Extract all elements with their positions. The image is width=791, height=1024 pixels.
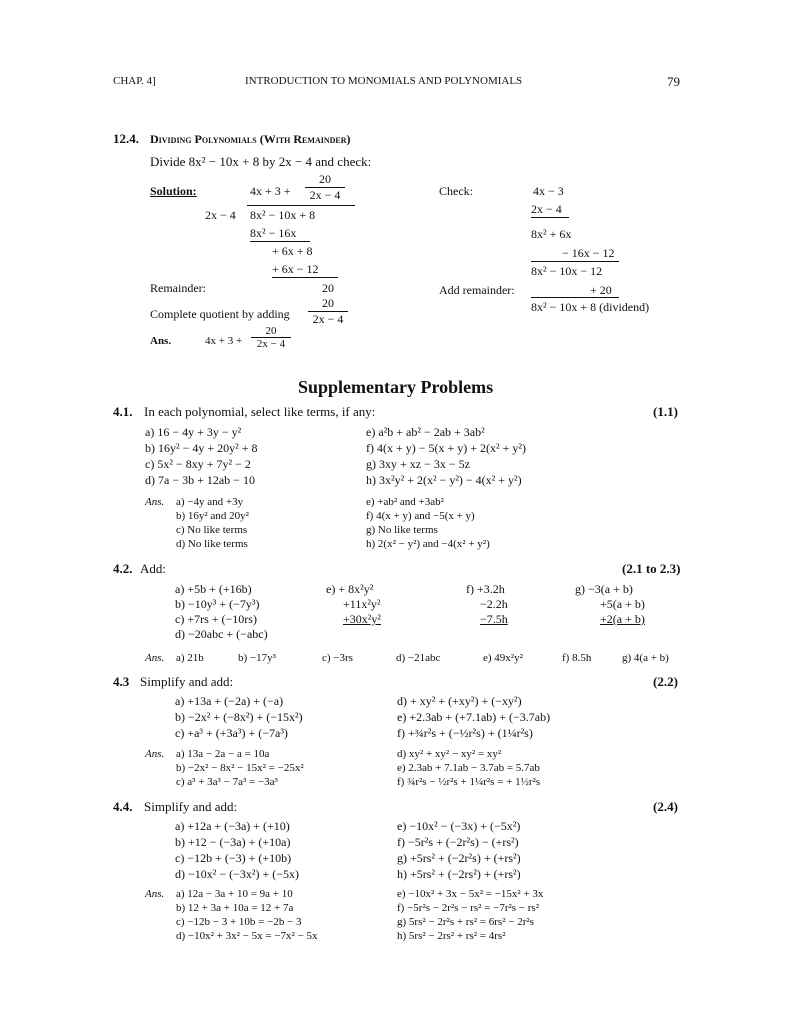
answer-item: e) +ab² and +3ab² <box>366 496 444 508</box>
check-rule <box>531 217 569 218</box>
answer-item: b) −17y³ <box>238 652 276 664</box>
complete-fraction <box>308 296 348 327</box>
answer-label: Ans. <box>145 496 165 508</box>
remainder-value: 20 <box>322 281 334 295</box>
check-rule <box>531 261 619 262</box>
problem-number: 4.2. <box>113 561 133 576</box>
list-item: +11x²y² <box>343 597 381 611</box>
list-item: d) −20abc + (−abc) <box>175 627 268 641</box>
list-item: e) −10x² − (−3x) + (−5x²) <box>397 819 521 833</box>
list-item: +5(a + b) <box>600 597 645 611</box>
list-item: f) +3.2h <box>466 582 505 596</box>
answer-item: a) 21b <box>176 652 204 664</box>
answer-item: b) 12 + 3a + 10a = 12 + 7a <box>176 902 294 914</box>
list-item: +2(a + b) <box>600 612 645 626</box>
problem-number: 4.1. <box>113 404 133 419</box>
fraction-numerator: 20 <box>251 325 291 338</box>
list-item: g) 3xy + xz − 3x − 5z <box>366 457 470 471</box>
answer-label: Ans. <box>145 748 165 760</box>
answer-item: b) 16y² and 20y² <box>176 510 249 522</box>
answer-item: g) 5rs² − 2r²s + rs² = 6rs² − 2r²s <box>397 916 534 928</box>
page-number: 79 <box>667 74 680 89</box>
answer-item: c) −3rs <box>322 652 353 664</box>
problem-text: Simplify and add: <box>144 799 238 814</box>
answer-text: 4x + 3 + <box>205 335 243 347</box>
check-line: − 16x − 12 <box>562 246 615 260</box>
problem-text: Simplify and add: <box>140 674 234 689</box>
answer-label: Ans. <box>145 652 165 664</box>
fraction-numerator: 20 <box>308 296 348 312</box>
answer-item: e) 49x²y² <box>483 652 523 664</box>
list-item: −7.5h <box>480 612 508 626</box>
problem-text: Add: <box>140 561 166 576</box>
divisor: 2x − 4 <box>205 208 236 222</box>
answer-item: g) 4(a + b) <box>622 652 669 664</box>
problem-reference: (2.1 to 2.3) <box>622 561 681 576</box>
list-item: a) +13a + (−2a) + (−a) <box>175 694 284 708</box>
list-item: e) +2.3ab + (+7.1ab) + (−3.7ab) <box>397 710 551 724</box>
fraction-denominator: 2x − 4 <box>309 188 341 202</box>
check-line: 8x² − 10x − 12 <box>531 264 603 278</box>
list-item: a) +5b + (+16b) <box>175 582 252 596</box>
list-item: c) +a³ + (+3a³) + (−7a³) <box>175 726 288 740</box>
problem-heading: Dividing Polynomials (With Remainder) <box>150 132 351 146</box>
add-remainder-label: Add remainder: <box>439 283 515 297</box>
answer-item: f) −5r²s − 2r²s − rs² = −7r²s − rs² <box>397 902 540 914</box>
check-line: 2x − 4 <box>531 202 562 216</box>
check-line: 4x − 3 <box>533 184 564 198</box>
list-item: f) 4(x + y) − 5(x + y) + 2(x² + y²) <box>366 441 527 455</box>
check-label: Check: <box>439 184 473 198</box>
list-item: e) + 8x²y² <box>326 582 374 596</box>
quotient: 4x + 3 + <box>250 184 291 198</box>
answer-item: e) 2.3ab + 7.1ab − 3.7ab = 5.7ab <box>397 762 540 774</box>
answer-item: c) −12b − 3 + 10b = −2b − 3 <box>176 916 302 928</box>
division-step: 8x² − 16x <box>250 226 297 240</box>
quotient-fraction <box>305 172 345 203</box>
division-step: + 6x + 8 <box>272 244 313 258</box>
answer-item: e) −10x² + 3x − 5x² = −15x² + 3x <box>397 888 544 900</box>
add-remainder-value: + 20 <box>590 283 612 297</box>
complete-quotient-label: Complete quotient by adding <box>150 307 290 321</box>
answer-item: c) a³ + 3a³ − 7a³ = −3a³ <box>176 776 278 788</box>
problem-number: 12.4. <box>113 131 139 146</box>
step-rule <box>250 241 310 242</box>
answer-item: d) −21abc <box>396 652 441 664</box>
answer-item: a) 13a − 2a − a = 10a <box>176 748 270 760</box>
answer-item: d) No like terms <box>176 538 248 550</box>
answer-item: d) −10x² + 3x² − 5x = −7x² − 5x <box>176 930 318 942</box>
answer-item: f) ¾r²s − ½r²s + 1¼r²s = + 1½r²s <box>397 776 541 788</box>
running-title: INTRODUCTION TO MONOMIALS AND POLYNOMIALS <box>245 75 523 87</box>
list-item: d) −10x² − (−3x²) + (−5x) <box>175 867 300 881</box>
list-item: h) 3x²y² + 2(x² − y²) − 4(x² + y²) <box>366 473 522 487</box>
answer-item: g) No like terms <box>366 524 438 536</box>
answer-item: a) −4y and +3y <box>176 496 244 508</box>
list-item: −2.2h <box>480 597 508 611</box>
list-item: d) + xy² + (+xy²) + (−xy²) <box>397 694 522 708</box>
step-rule <box>272 277 338 278</box>
list-item: e) a²b + ab² − 2ab + 3ab² <box>366 425 485 439</box>
list-item: b) −10y³ + (−7y³) <box>175 597 260 611</box>
list-item: +30x²y² <box>343 612 381 626</box>
answer-item: d) xy² + xy² − xy² = xy² <box>397 748 502 760</box>
section-title: Supplementary Problems <box>298 377 494 397</box>
division-step: + 6x − 12 <box>272 262 319 276</box>
list-item: c) +7rs + (−10rs) <box>175 612 257 626</box>
answer-label: Ans. <box>145 888 165 900</box>
list-item: c) 5x² − 8xy + 7y² − 2 <box>145 457 251 471</box>
answer-label: Ans. <box>150 335 172 347</box>
dividend: 8x² − 10x + 8 <box>250 208 316 222</box>
list-item: b) +12 − (−3a) + (+10a) <box>175 835 291 849</box>
division-bar <box>247 205 355 206</box>
list-item: c) −12b + (−3) + (+10b) <box>175 851 292 865</box>
list-item: a) +12a + (−3a) + (+10) <box>175 819 290 833</box>
solution-label: Solution: <box>150 184 197 198</box>
answer-item: b) −2x² − 8x² − 15x² = −25x² <box>176 762 304 774</box>
list-item: f) −5r²s + (−2r²s) − (+rs²) <box>397 835 519 849</box>
answer-item: h) 2(x² − y²) and −4(x² + y²) <box>366 538 490 550</box>
list-item: d) 7a − 3b + 12ab − 10 <box>145 473 255 487</box>
list-item: a) 16 − 4y + 3y − y² <box>145 425 242 439</box>
list-item: b) −2x² + (−8x²) + (−15x²) <box>175 710 303 724</box>
problem-text: In each polynomial, select like terms, if any: <box>144 404 376 419</box>
list-item: b) 16y² − 4y + 20y² + 8 <box>145 441 258 455</box>
list-item: h) +5rs² + (−2rs²) + (+rs²) <box>397 867 521 881</box>
fraction-numerator: 20 <box>305 172 345 188</box>
problem-number: 4.3 <box>113 674 130 689</box>
problem-reference: (2.2) <box>653 674 678 689</box>
answer-fraction <box>251 325 291 350</box>
answer-item: c) No like terms <box>176 524 248 536</box>
answer-item: f) 4(x + y) and −5(x + y) <box>366 510 475 522</box>
answer-item: a) 12a − 3a + 10 = 9a + 10 <box>176 888 293 900</box>
list-item: g) −3(a + b) <box>575 582 633 596</box>
list-item: f) +¾r²s + (−½r²s) + (1¼r²s) <box>397 726 533 740</box>
answer-item: h) 5rs² − 2rs² + rs² = 4rs² <box>397 930 506 942</box>
problem-reference: (1.1) <box>653 404 678 419</box>
list-item: g) +5rs² + (−2r²s) + (+rs²) <box>397 851 521 865</box>
check-line: 8x² + 6x <box>531 227 572 241</box>
problem-reference: (2.4) <box>653 799 678 814</box>
remainder-label: Remainder: <box>150 281 206 295</box>
fraction-denominator: 2x − 4 <box>312 312 344 326</box>
answer-item: f) 8.5h <box>562 652 592 664</box>
chapter-label: CHAP. 4] <box>113 75 156 87</box>
check-line: 8x² − 10x + 8 (dividend) <box>531 300 650 314</box>
problem-prompt: Divide 8x² − 10x + 8 by 2x − 4 and check: <box>150 154 372 169</box>
check-rule <box>531 297 619 298</box>
problem-number: 4.4. <box>113 799 133 814</box>
fraction-denominator: 2x − 4 <box>256 338 286 350</box>
